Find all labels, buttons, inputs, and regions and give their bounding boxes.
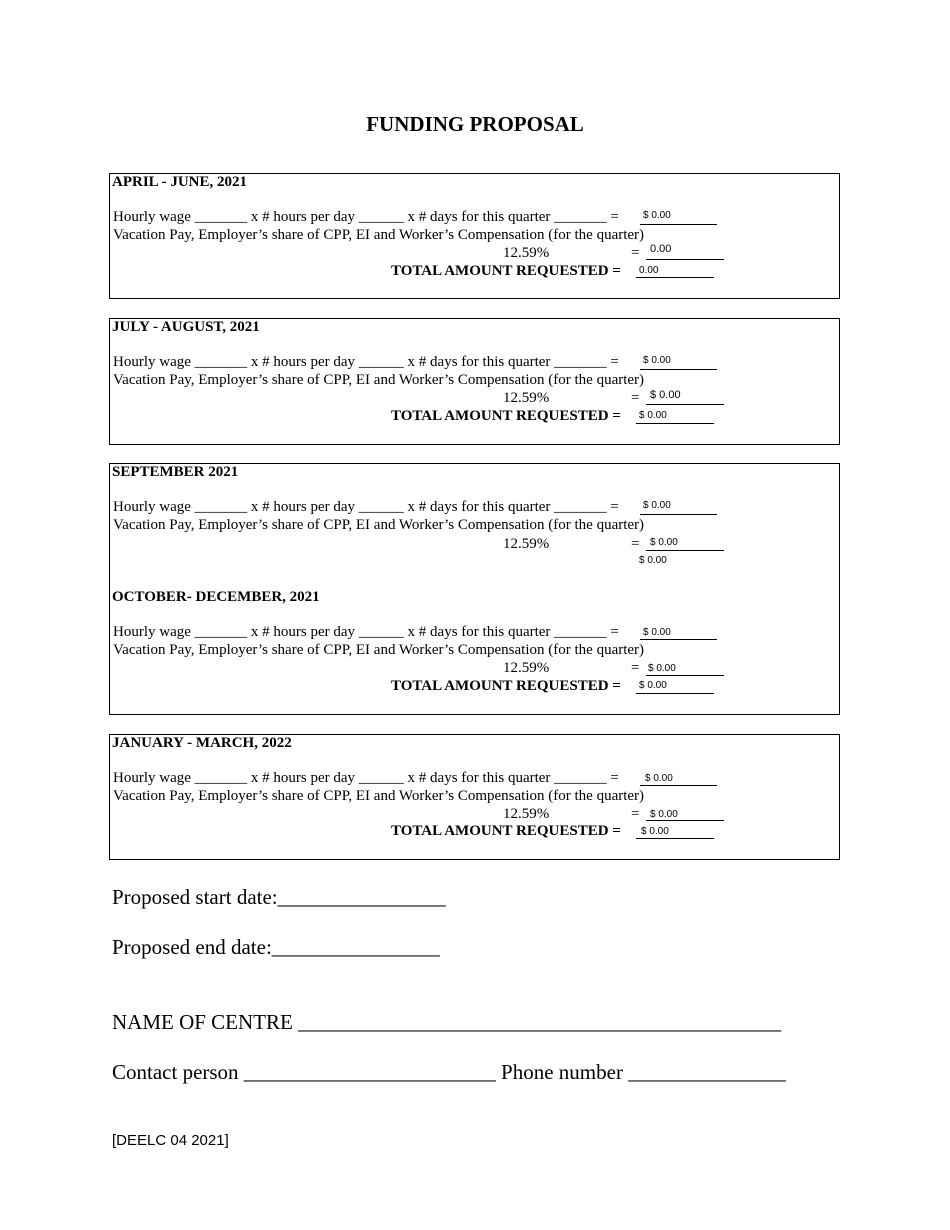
benefits-value: 0.00 bbox=[650, 243, 672, 255]
vacation-pay-line: Vacation Pay, Employer’s share of CPP, EI and Worker’s Compensation (for the quarter) bbox=[113, 517, 645, 533]
equals-sign: = bbox=[631, 536, 640, 552]
wage-total-value: $ 0.00 bbox=[643, 355, 671, 366]
proposed-end-date-field[interactable]: Proposed end date:________________ bbox=[112, 935, 440, 959]
vacation-pay-line: Vacation Pay, Employer’s share of CPP, EI and Worker’s Compensation (for the quarter) bbox=[113, 642, 645, 658]
total-value: 0.00 bbox=[639, 265, 659, 276]
equals-sign: = bbox=[631, 245, 640, 261]
form-code: [DEELC 04 2021] bbox=[112, 1132, 229, 1149]
contact-phone-field[interactable]: Contact person ________________________ Phone number _______________ bbox=[112, 1060, 786, 1084]
benefits-rate: 12.59% bbox=[503, 660, 550, 676]
benefits-rate: 12.59% bbox=[503, 806, 550, 822]
total-field[interactable] bbox=[636, 838, 714, 839]
total-value: $ 0.00 bbox=[639, 410, 667, 421]
quarter-heading: JANUARY - MARCH, 2022 bbox=[112, 735, 292, 751]
vacation-pay-line: Vacation Pay, Employer’s share of CPP, EI and Worker’s Compensation (for the quarter) bbox=[113, 372, 645, 388]
benefits-field[interactable] bbox=[646, 404, 724, 405]
total-field[interactable] bbox=[636, 423, 714, 424]
benefits-value: $ 0.00 bbox=[650, 389, 681, 401]
centre-name-field[interactable]: NAME OF CENTRE ______________________________________________ bbox=[112, 1010, 782, 1034]
benefits-field[interactable] bbox=[646, 820, 724, 821]
total-value: $ 0.00 bbox=[641, 826, 669, 837]
subtotal-value: $ 0.00 bbox=[639, 555, 667, 566]
benefits-value: $ 0.00 bbox=[650, 809, 678, 820]
vacation-pay-line: Vacation Pay, Employer’s share of CPP, EI and Worker’s Compensation (for the quarter) bbox=[113, 788, 645, 804]
total-label: TOTAL AMOUNT REQUESTED = bbox=[391, 263, 621, 279]
benefits-field[interactable] bbox=[646, 259, 724, 260]
page-title: FUNDING PROPOSAL bbox=[366, 112, 584, 136]
equals-sign: = bbox=[631, 806, 640, 822]
hourly-wage-line: Hourly wage _______ x # hours per day ______ x # days for this quarter _______ = bbox=[113, 624, 619, 640]
benefits-rate: 12.59% bbox=[503, 390, 550, 406]
wage-total-field[interactable] bbox=[640, 514, 717, 515]
wage-total-value: $ 0.00 bbox=[643, 627, 671, 638]
wage-total-value: $ 0.00 bbox=[643, 210, 671, 221]
wage-total-field[interactable] bbox=[640, 785, 717, 786]
vacation-pay-line: Vacation Pay, Employer’s share of CPP, EI and Worker’s Compensation (for the quarter) bbox=[113, 227, 645, 243]
total-field[interactable] bbox=[636, 277, 714, 278]
total-label: TOTAL AMOUNT REQUESTED = bbox=[391, 823, 621, 839]
total-value: $ 0.00 bbox=[639, 680, 667, 691]
total-label: TOTAL AMOUNT REQUESTED = bbox=[391, 408, 621, 424]
proposed-start-date-field[interactable]: Proposed start date:________________ bbox=[112, 885, 446, 909]
wage-total-field[interactable] bbox=[640, 224, 717, 225]
wage-total-value: $ 0.00 bbox=[645, 773, 673, 784]
equals-sign: = bbox=[631, 390, 640, 406]
equals-sign: = bbox=[631, 660, 640, 676]
benefits-value: $ 0.00 bbox=[648, 663, 676, 674]
benefits-field[interactable] bbox=[646, 550, 724, 551]
quarter-heading: SEPTEMBER 2021 bbox=[112, 464, 239, 480]
hourly-wage-line: Hourly wage _______ x # hours per day ______ x # days for this quarter _______ = bbox=[113, 770, 619, 786]
quarter-heading: OCTOBER- DECEMBER, 2021 bbox=[112, 589, 320, 605]
hourly-wage-line: Hourly wage _______ x # hours per day ______ x # days for this quarter _______ = bbox=[113, 209, 619, 225]
total-label: TOTAL AMOUNT REQUESTED = bbox=[391, 678, 621, 694]
total-field[interactable] bbox=[636, 693, 714, 694]
hourly-wage-line: Hourly wage _______ x # hours per day ______ x # days for this quarter _______ = bbox=[113, 499, 619, 515]
benefits-rate: 12.59% bbox=[503, 536, 550, 552]
wage-total-value: $ 0.00 bbox=[643, 500, 671, 511]
benefits-rate: 12.59% bbox=[503, 245, 550, 261]
wage-total-field[interactable] bbox=[640, 639, 717, 640]
benefits-field[interactable] bbox=[646, 675, 724, 676]
wage-total-field[interactable] bbox=[640, 369, 717, 370]
benefits-value: $ 0.00 bbox=[650, 537, 678, 548]
quarter-heading: APRIL - JUNE, 2021 bbox=[112, 174, 248, 190]
quarter-heading: JULY - AUGUST, 2021 bbox=[112, 319, 260, 335]
hourly-wage-line: Hourly wage _______ x # hours per day ______ x # days for this quarter _______ = bbox=[113, 354, 619, 370]
